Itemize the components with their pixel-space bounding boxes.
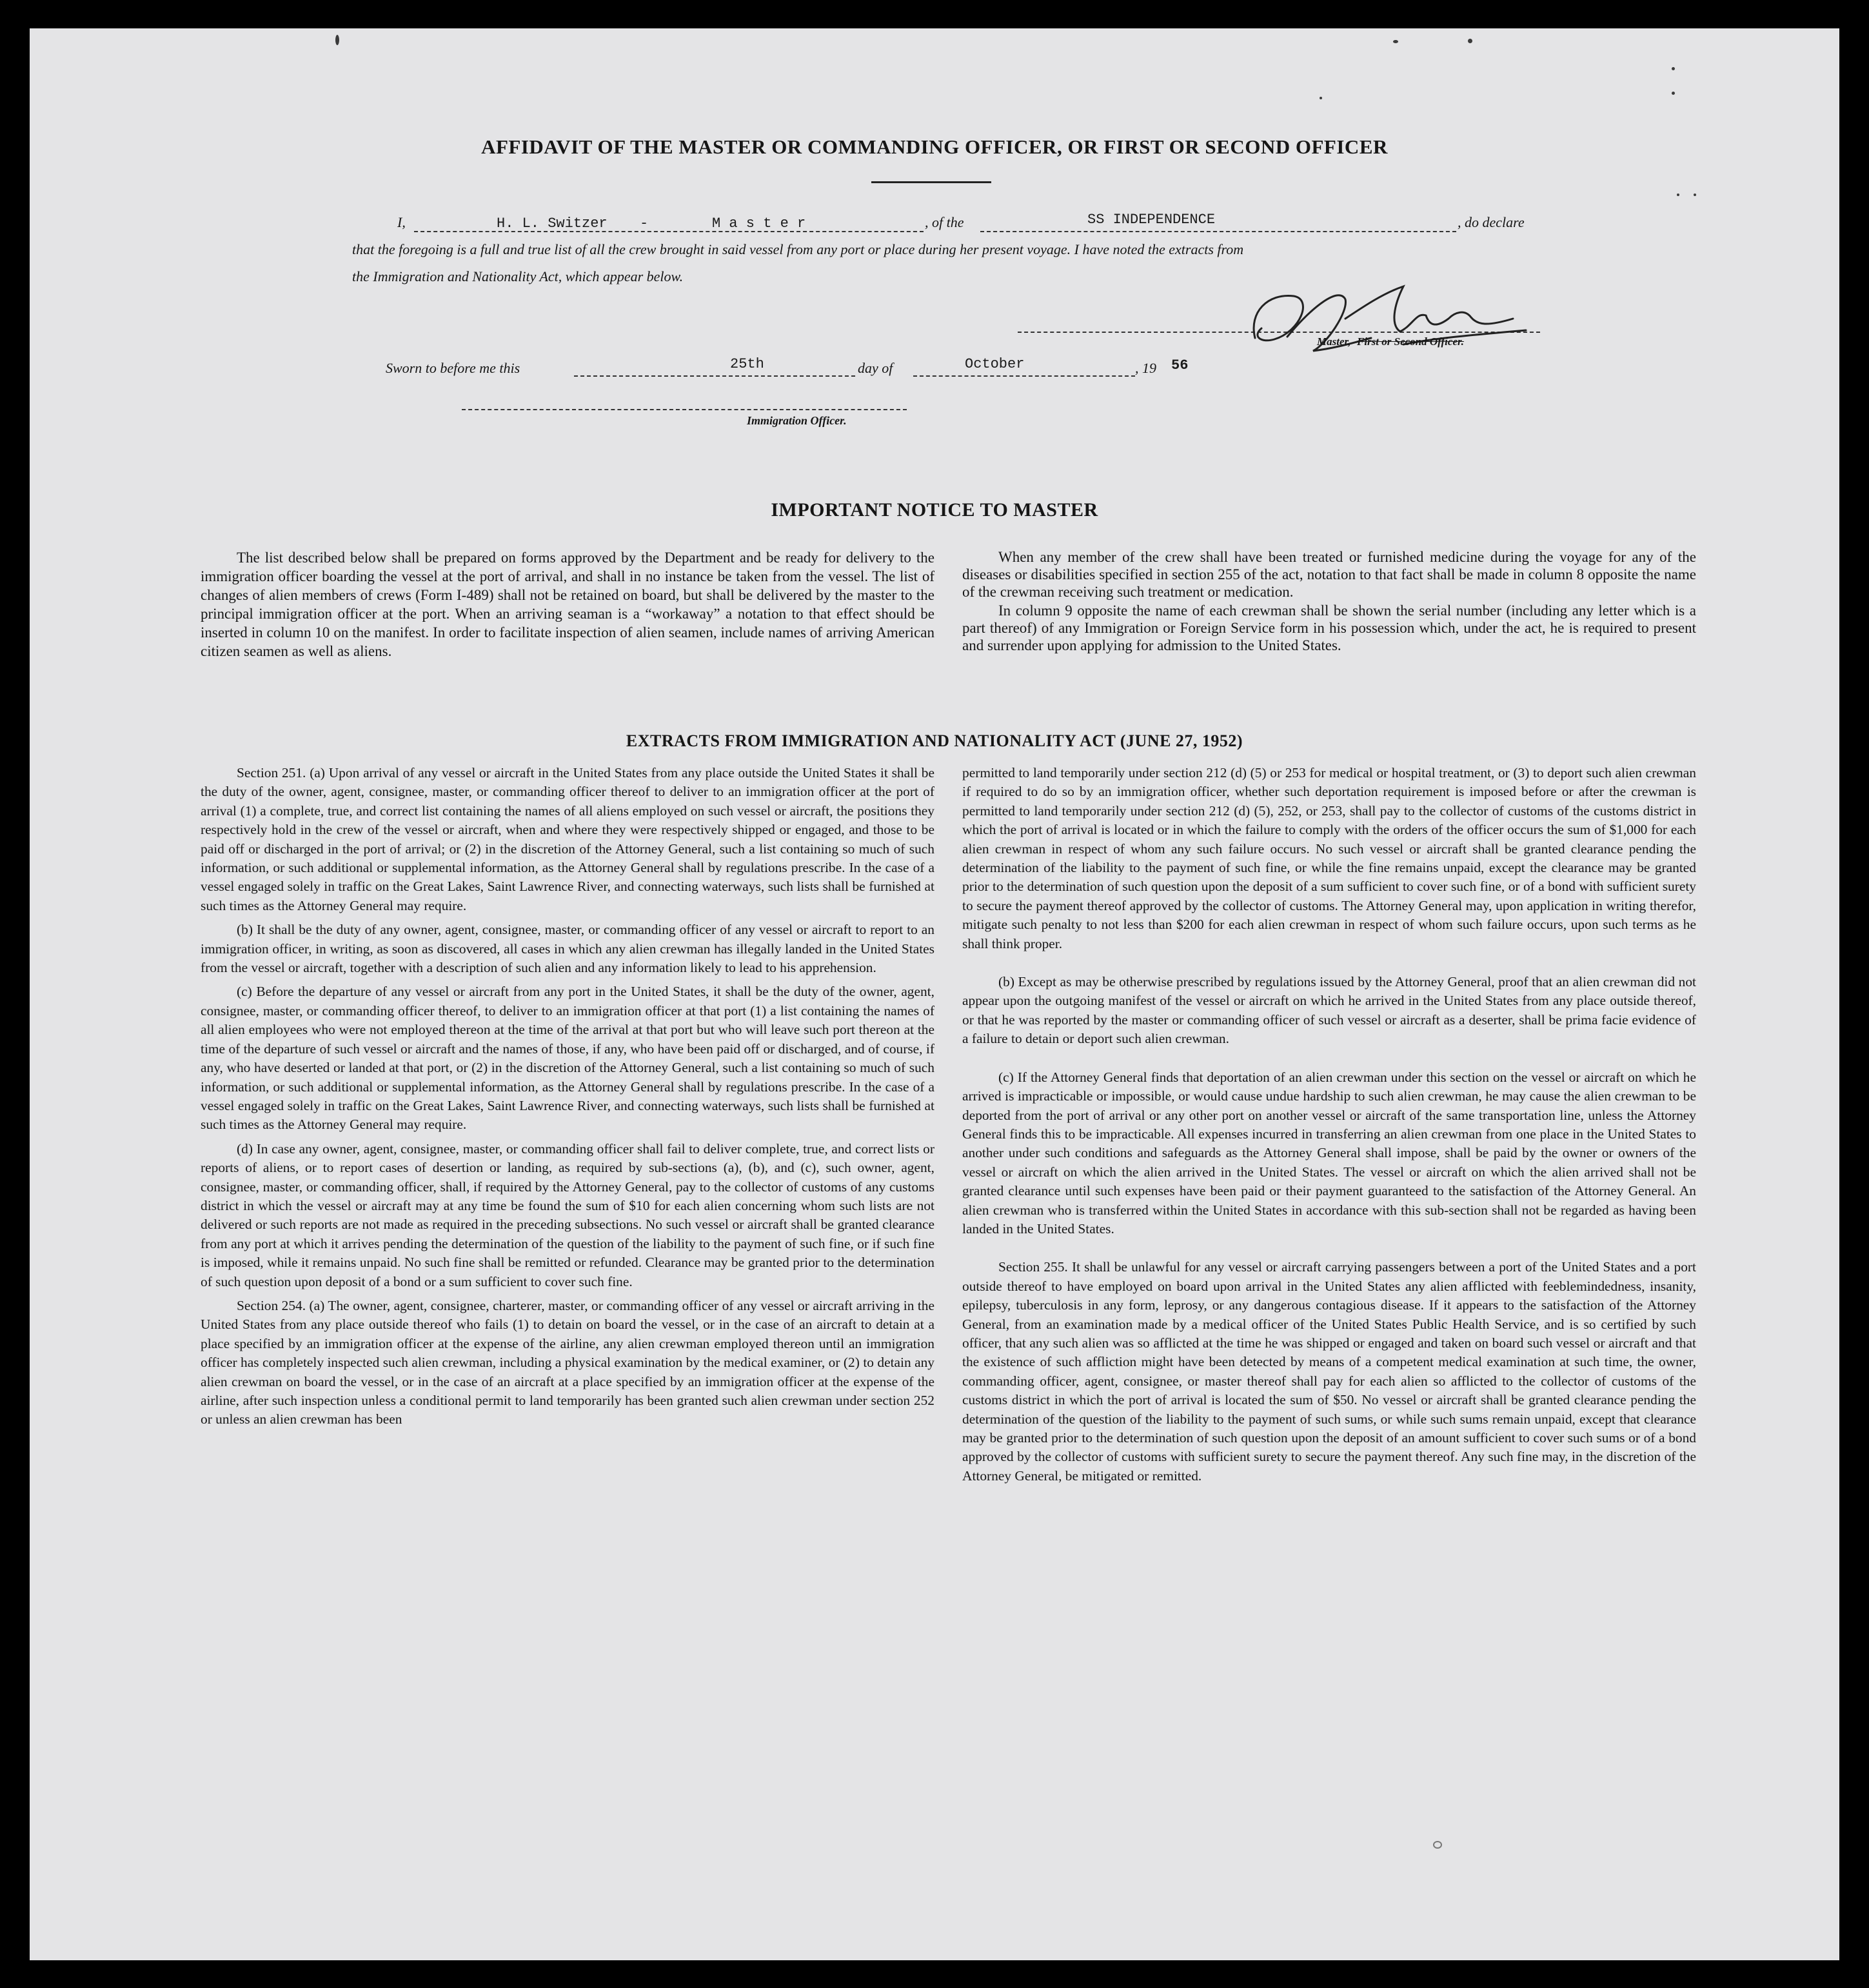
- year-prefix: , 19: [1135, 360, 1156, 376]
- vessel-name: SS INDEPENDENCE: [1087, 212, 1216, 228]
- scan-speck: [1672, 67, 1675, 70]
- section-254-c: (c) If the Attorney General finds that deportation of an alien crewman under this section on the vessel or aircraft on which he arrived is impracticable or impossible, or would cause undue hardship to such alien crewman, he may cause the alien crewman to be deported from the port of arrival or any other port on another vessel or aircraft of the same transportation line, unless the Attorney General finds this to be impracticable. All expenses incurred in transferring an alien crewman from one place in the United States to another under such conditions and safeguards as the Attorney General shall impose, shall be paid by the owner or owners of the vessel or aircraft on which the alien arrived in the United States. The vessel or aircraft on which the alien arrived shall not be granted clearance until such expenses have been paid or their payment guaranteed to the satisfaction of the Attorney General. An alien crewman who is transferred within the United States in accordance with this sub-section shall not be regarded as having been landed in the United States.: [962, 1069, 1696, 1237]
- document-page: [30, 28, 1839, 1960]
- extracts-title: EXTRACTS FROM IMMIGRATION AND NATIONALITY ACT (JUNE 27, 1952): [626, 731, 1243, 750]
- affidavit-title: AFFIDAVIT OF THE MASTER OR COMMANDING OFFICER, OR FIRST OR SECOND OFFICER: [481, 135, 1388, 158]
- section-251-d: (d) In case any owner, agent, consignee, master, or commanding officer shall fail to deliver complete, true, and correct lists or reports of aliens, or to report cases of desertion or landing, as required by sub-sections (a), (b), and (c), such owner, agent, consignee, master, or commanding officer, shall, if required by the Attorney General, pay to the collector of customs of any customs district in which the vessel or aircraft may at any time be found the sum of $10 for each alien concerning whom such lists are not delivered or such reports are not made as required in the preceding subsections. No such vessel or aircraft shall be granted clearance from any port at which it arrives pending the determination of the question of the liability to the payment of such fine, or if such fine is imposed, while it remains unpaid. No such fine shall be remitted or refunded. Clearance may be granted prior to the determination of such question upon deposit of a bond or a sum sufficient to cover such fine.: [201, 1140, 934, 1289]
- extracts-left-column: [201, 764, 934, 1435]
- section-255: Section 255. It shall be unlawful for any vessel or aircraft carrying passengers between a port of the United States and a port outside thereof to have employed on board upon arrival in the United States any alien afflicted with feeblemindedness, insanity, epilepsy, tuberculosis in any form, leprosy, or any dangerous contagious disease. If it appears to the satisfaction of the Attorney General, from an examination made by a medical officer of the United States Public Health Service, and is so certified by such officer, that any such alien was so afflicted at the time he was shipped or engaged and taken on board such vessel or aircraft and that the existence of such affliction might have been detected by means of a competent medical examination at such time, the owner, commanding officer, agent, consignee, or master thereof shall pay for each alien so afflicted to the collector of customs of the customs district in which the port of arrival is located the sum of $50. No vessel or aircraft shall be granted clearance pending the determination of the question of the liability to the payment of such sums, or while such sums remain unpaid, except that clearance may be granted prior to the determination of such question upon the deposit of an amount sufficient to cover such sums or of a bond approved by the collector of customs with sufficient surety to secure the payment thereof. Any such fine may, in the discretion of the Attorney General, be mitigated or remitted.: [962, 1259, 1696, 1484]
- sworn-day: 25th: [730, 356, 764, 372]
- immigration-officer-line: [462, 409, 907, 410]
- name-separator: -: [640, 215, 649, 232]
- master-rank: M a s t e r: [712, 215, 806, 232]
- scan-speck: [1433, 1841, 1442, 1849]
- notice-right-paragraph-1: When any member of the crew shall have been treated or furnished medicine during the voyage for any of the diseases or disabilities specified in section 255 of the act, notation to that fact shall be made in column 8 opposite the name of the crewman receiving such treatment or medication.: [962, 549, 1696, 600]
- notice-left-paragraph: The list described below shall be prepared on forms approved by the Department and be ready for delivery to the immigration officer boarding the vessel at the port of arrival, and shall in no instance be taken from the vessel. The list of changes of alien members of crews (Form I-489) shall not be retained on board, but shall be delivered by the master to the principal immigration officer at the port. When an arriving seaman is a “workaway” a notation to that effect should be inserted in column 10 on the manifest. In order to facilitate inspection of alien seamen, include names of arriving American citizen seamen as well as aliens.: [201, 550, 934, 659]
- declaration-line-2: the Immigration and Nationality Act, which appear below.: [352, 268, 684, 284]
- scan-speck: [1468, 39, 1472, 43]
- section-251-c: (c) Before the departure of any vessel or aircraft from any port in the United States, it shall be the duty of the owner, agent, consignee, master, or commanding officer thereof, to deliver to an immigration officer at that port (1) a list containing the names of all alien employees who were not employed thereon at the time of the arrival at that port but who will leave such port thereon at the time of the departure of such vessel or aircraft and the names of those, if any, who have been paid off or discharged, and of course, if any, who have deserted or landed at that port, or (2) in the discretion of the Attorney General, such a list containing so much of such information, or such additional or supplemental information, as the Attorney General shall by regulations prescribe. In the case of a vessel engaged solely in traffic on the Great Lakes, Saint Lawrence River, and connecting waterways, such lists shall be furnished at such times as the Attorney General may require.: [201, 984, 934, 1133]
- title-underline: [871, 181, 991, 183]
- signature-caption-struck: First or Second Officer.: [1357, 335, 1464, 348]
- declaration-line-1: that the foregoing is a full and true list of all the crew brought in said vessel from any port or place during her present voyage. I have noted the extracts from: [352, 241, 1244, 257]
- notice-right-column: [962, 548, 1696, 654]
- sworn-label: Sworn to before me this: [386, 360, 520, 376]
- name-rank-line: [414, 231, 924, 232]
- master-name: H. L. Switzer: [497, 215, 608, 232]
- i-label: I,: [397, 214, 406, 230]
- vessel-line: [980, 231, 1456, 232]
- section-251-a: Section 251. (a) Upon arrival of any vessel or aircraft in the United States from any place outside the United States it shall be the duty of the owner, agent, consignee, master, or commanding officer thereof to deliver to an immigration officer at the port of arrival (1) a complete, true, and correct list containing the names of all aliens employed on such vessel or aircraft, the positions they respectively hold in the crew of the vessel or aircraft, when and where they were respectively shipped or engaged, and those to be paid off or discharged in the port of arrival; or (2) in the discretion of the Attorney General, such a list containing so much of such information, or such additional or supplemental information, as the Attorney General shall by regulations prescribe. In the case of a vessel engaged solely in traffic on the Great Lakes, Saint Lawrence River, and connecting waterways, such lists shall be furnished at such times as the Attorney General may require.: [201, 765, 934, 913]
- sworn-day-line: [574, 375, 855, 377]
- section-254-a: Section 254. (a) The owner, agent, consignee, charterer, master, or commanding officer of any vessel or aircraft arriving in the United States from any place outside thereof who fails (1) to detain on board the vessel, or in the case of an aircraft to detain at a place specified by an immigration officer at the expense of the airline, any alien crewman employed thereon until an immigration officer has completely inspected such alien crewman, including a physical examination by the medical examiner, or (2) to detain any alien crewman on board the vessel, or in the case of an aircraft at a place specified by an immigration officer at the expense of the airline, after such inspection unless a conditional permit to land temporarily has been granted such alien crewman under section 252 or unless an alien crewman has been: [201, 1297, 934, 1427]
- section-254-a-continued: permitted to land temporarily under section 212 (d) (5) or 253 for medical or hospital treatment, or (3) to deport such alien crewman if required to do so by an immigration officer, whether such deportation requirement is imposed before or after the crewman is permitted to land temporarily under section 212 (d) (5), 252, or 253, shall pay to the collector of customs of the customs district in which the port of arrival is located or in which the failure to comply with the orders of the officer occurs the sum of $1,000 for each alien crewman in respect of whom any such failure occurs. No such vessel or aircraft shall be granted clearance pending the determination of the liability to the payment of such fine, or while the fine remains unpaid, except the clearance may be granted prior to the determination of such question upon the deposit of a sum sufficient to cover such fine, or of a bond with sufficient surety to secure the payment thereof approved by the collector of customs. The Attorney General may, upon application in writing therefor, mitigate such penalty to not less than $200 for each alien crewman in respect of whom such failure occurs, upon such terms as he shall think proper.: [962, 765, 1696, 951]
- section-251-b: (b) It shall be the duty of any owner, agent, consignee, master, or commanding officer of any vessel or aircraft to report to an immigration officer, in writing, as soon as discovered, all cases in which any alien crewman has illegally landed in the United States from the vessel or aircraft, together with a description of such alien and any information likely to lead to his apprehension.: [201, 922, 934, 976]
- immigration-officer-caption: Immigration Officer.: [747, 414, 847, 427]
- sworn-month: October: [965, 356, 1025, 372]
- scan-speck: [335, 35, 339, 45]
- notice-right-paragraph-2: In column 9 opposite the name of each crewman shall be shown the serial number (including any letter which is a part thereof) of any Immigration or Foreign Service form in his possession which, under the act, he is required to present and surrender upon applying for admission to the United States.: [962, 602, 1696, 653]
- scan-speck: [1393, 40, 1398, 43]
- scan-speck: [1677, 194, 1679, 196]
- scan-speck: [1320, 97, 1322, 99]
- day-of-label: day of: [858, 360, 893, 376]
- scan-speck: [1672, 92, 1675, 95]
- extracts-right-column: [962, 764, 1696, 1491]
- section-254-b: (b) Except as may be otherwise prescribed by regulations issued by the Attorney General, proof that an alien crewman did not appear upon the outgoing manifest of the vessel or aircraft on which he arrived in the United States from any place outside thereof, or that he was reported by the master or commanding officer of such vessel or aircraft as a deserter, shall be prima facie evidence of a failure to detain or deport such alien crewman.: [962, 974, 1696, 1047]
- do-declare-label: , do declare: [1458, 214, 1525, 230]
- notice-title: IMPORTANT NOTICE TO MASTER: [771, 499, 1098, 521]
- sworn-month-line: [913, 375, 1135, 377]
- signature-caption-master: Master,: [1317, 335, 1351, 348]
- sworn-year: 56: [1171, 357, 1189, 373]
- master-signature: [1242, 267, 1539, 370]
- of-the-label: , of the: [925, 214, 964, 230]
- scan-speck: [1694, 194, 1696, 196]
